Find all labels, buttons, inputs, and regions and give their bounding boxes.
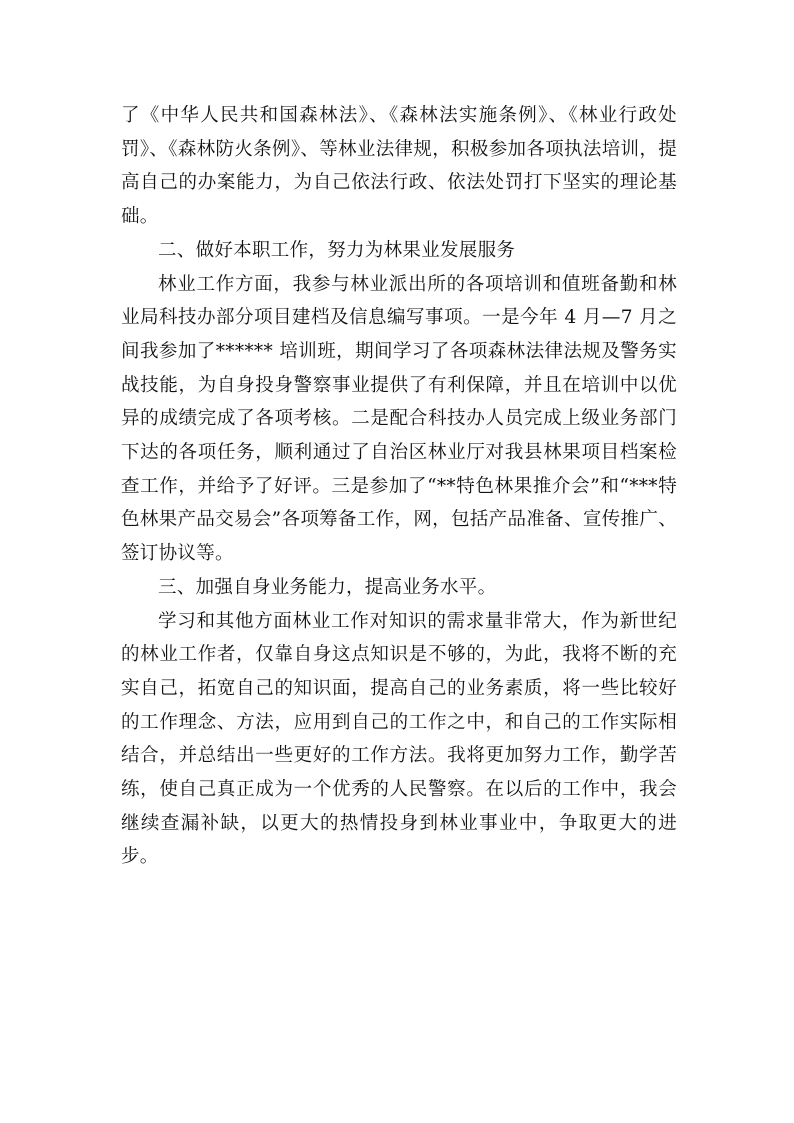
paragraph-continued: 了《中华人民共和国森林法》、《森林法实施条例》、《林业行政处罚》、《森林防火条例》、等林业法律规，积极参加各项执法培训，提高自己的办案能力，为自己依法行政、依法处罚打下坚实的理论基础。 <box>121 105 677 228</box>
document-body <box>121 99 677 874</box>
section-heading-two: 二、做好本职工作，努力为林果业发展服务 <box>158 239 516 261</box>
section-heading-three: 三、加强自身业务能力，提高业务水平。 <box>158 576 497 598</box>
paragraph-forestry-work: 林业工作方面，我参与林业派出所的各项培训和值班备勤和林业局科技办部分项目建档及信息编写事项。一是今年 4 月—7 月之间我参加了****** 培训班，期间学习了各项森林法律法规及警务实战技能，为自身投身警察事业提供了有利保障，并且在培训中以优异的成绩完成了各项考核。二是配合科技办人员完成上级业务部门下达的各项任务，顺利通过了自治区林业厅对我县林果项目档案检查工作，并给予了好评。三是参加了“**特色林果推介会”和“***特色林果产品交易会”各项筹备工作，网，包括产品准备、宣传推广、签订协议等。 <box>121 273 677 565</box>
paragraph-self-improvement: 学习和其他方面林业工作对知识的需求量非常大，作为新世纪的林业工作者，仅靠自身这点知识是不够的，为此，我将不断的充实自己，拓宽自己的知识面，提高自己的业务素质，将一些比较好的工作理念、方法，应用到自己的工作之中，和自己的工作实际相结合，并总结出一些更好的工作方法。我将更加努力工作，勤学苦练，使自己真正成为一个优秀的人民警察。在以后的工作中，我会继续查漏补缺，以更大的热情投身到林业事业中，争取更大的进步。 <box>121 610 677 868</box>
